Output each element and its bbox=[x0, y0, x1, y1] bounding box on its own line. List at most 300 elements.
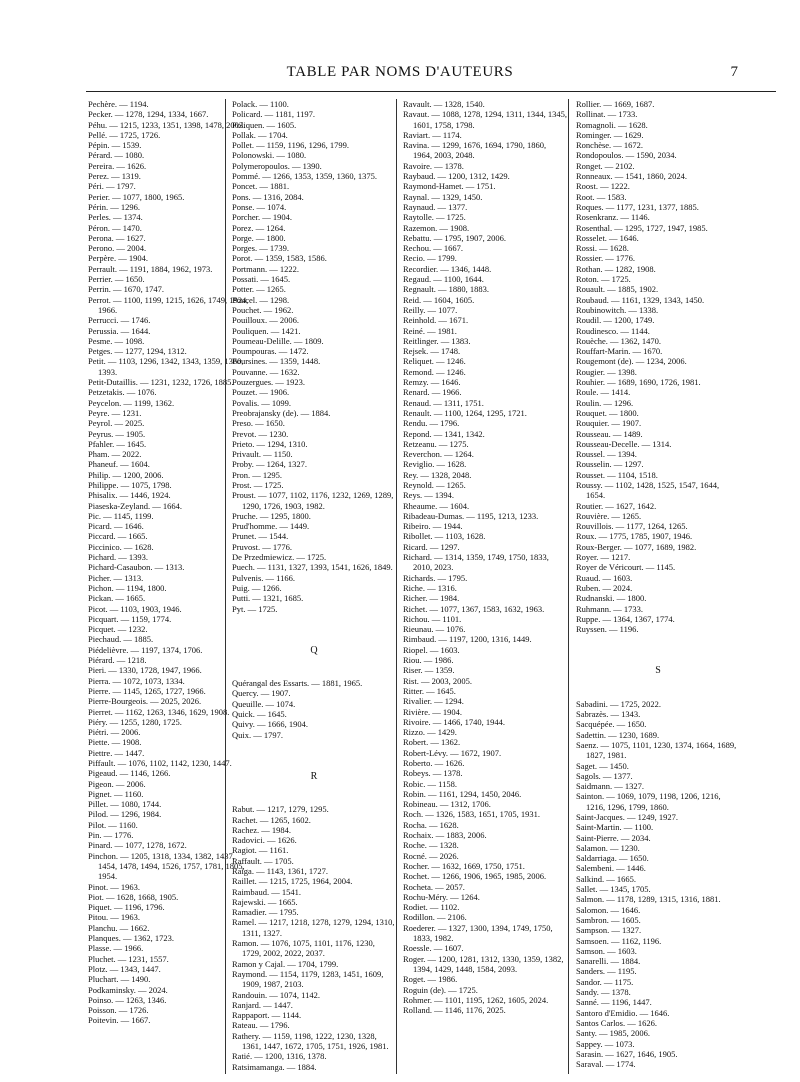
index-entry: Ruyssen. — 1196. bbox=[576, 624, 639, 635]
index-entry: Rossi. — 1628. bbox=[576, 243, 629, 254]
index-entry: Rollinat. — 1733. bbox=[576, 109, 638, 120]
index-entry: Rougemont (de). — 1234, 2006. bbox=[576, 356, 687, 367]
index-entry: Richou. — 1101. bbox=[403, 613, 462, 624]
page-title: TABLE PAR NOMS D'AUTEURS bbox=[286, 64, 514, 80]
index-entry: Piccinico. — 1628. bbox=[88, 541, 154, 552]
index-entry: Rochaix. — 1883, 2006. bbox=[403, 830, 487, 841]
index-entry: Perrin. — 1670, 1747. bbox=[88, 284, 165, 295]
index-entry: Rheaume. — 1604. bbox=[403, 500, 470, 511]
index-entry: Richard. — 1314, 1359, 1749, 1750, 1833, 2010, 2023. bbox=[403, 552, 549, 573]
index-entry: Petit. — 1103, 1296, 1342, 1343, 1359, 1360, 1393. bbox=[88, 356, 244, 377]
index-entry: Pruche. — 1295, 1800. bbox=[232, 510, 311, 521]
index-entry: Ruben. — 2024. bbox=[576, 582, 633, 593]
index-entry: Sandor. — 1175. bbox=[576, 976, 634, 987]
index-entry: Saenz. — 1075, 1101, 1230, 1374, 1664, 1689, 1827, 1981. bbox=[576, 739, 737, 761]
index-entry: Sabrazès. — 1343. bbox=[576, 709, 641, 720]
index-entry: Ragiot. — 1161. bbox=[232, 845, 289, 856]
index-entry: Rochu-Méry. — 1264. bbox=[403, 891, 480, 902]
index-entry: Ribeiro. — 1944. bbox=[403, 521, 463, 532]
index-entry: Ronneaux. — 1541, 1860, 2024. bbox=[576, 171, 687, 182]
index-entry: Reviglio. — 1628. bbox=[403, 459, 467, 470]
column-divider bbox=[396, 99, 397, 1074]
index-entry: Pyt. — 1725. bbox=[232, 603, 278, 614]
index-entry: Randouin. — 1074, 1142. bbox=[232, 989, 320, 1000]
index-entry: Roques. — 1177, 1231, 1377, 1885. bbox=[576, 201, 699, 212]
index-entry: Rechou. — 1667. bbox=[403, 243, 463, 254]
index-entry: Pluchet. — 1231, 1557. bbox=[88, 953, 169, 964]
index-entry: Porez. — 1264. bbox=[232, 222, 286, 233]
index-entry: Rousseau. — 1489. bbox=[576, 428, 643, 439]
index-entry: Poliquen. — 1605. bbox=[232, 119, 297, 130]
index-entry: Pron. — 1295. bbox=[232, 469, 283, 480]
index-entry: Pluchart. — 1490. bbox=[88, 974, 151, 985]
index-entry: Polymeropoulos. — 1390. bbox=[232, 160, 322, 171]
index-entry: Riopel. — 1603. bbox=[403, 644, 460, 655]
index-entry: Rouquet. — 1800. bbox=[576, 407, 639, 418]
index-entry: Pechère. — 1194. bbox=[88, 99, 149, 109]
index-entry: Roubaud. — 1161, 1329, 1343, 1450. bbox=[576, 294, 705, 305]
index-entry: Pichard-Casaubon. — 1313. bbox=[88, 562, 185, 573]
index-entry: Porot. — 1359, 1583, 1586. bbox=[232, 253, 327, 264]
index-entry: Salkind. — 1665. bbox=[576, 873, 636, 884]
index-entry: Perussia. — 1644. bbox=[88, 325, 151, 336]
index-entry: Rousselin. — 1297. bbox=[576, 459, 644, 470]
index-entry: Rocheta. — 2057. bbox=[403, 881, 465, 892]
index-entry: Salembeni. — 1446. bbox=[576, 863, 646, 874]
index-entry: Proby. — 1264, 1327. bbox=[232, 459, 308, 470]
index-entry: Santoro d'Emidio. — 1646. bbox=[576, 1007, 670, 1018]
index-entry: Pecker. — 1278, 1294, 1334, 1667. bbox=[88, 109, 209, 120]
index-entry: Rossier. — 1776. bbox=[576, 253, 636, 264]
index-entry: Riser. — 1359. bbox=[403, 665, 455, 676]
index-entry: Pignet. — 1160. bbox=[88, 788, 144, 799]
index-entry: Prost. — 1725. bbox=[232, 479, 284, 490]
index-entry: Rendu. — 1796. bbox=[403, 418, 460, 429]
index-entry: Pinard. — 1077, 1278, 1672. bbox=[88, 840, 187, 851]
index-entry: Pic. — 1145, 1199. bbox=[88, 510, 154, 521]
index-entry: Raynal. — 1329, 1450. bbox=[403, 191, 483, 202]
index-entry: Pierre-Bourgeois. — 2025, 2026. bbox=[88, 696, 202, 707]
index-entry: Poumpouras. — 1472. bbox=[232, 346, 309, 357]
index-entry: Rivoire. — 1466, 1740, 1944. bbox=[403, 716, 505, 727]
index-entry: Pépin. — 1539. bbox=[88, 140, 142, 151]
index-entry: Prevot. — 1230. bbox=[232, 428, 289, 439]
index-entry: Sallet. — 1345, 1705. bbox=[576, 884, 651, 895]
index-entry: Ritter. — 1645. bbox=[403, 685, 456, 696]
index-entry: Recio. — 1799. bbox=[403, 253, 457, 264]
index-entry: Robin. — 1161, 1294, 1450, 2046. bbox=[403, 788, 522, 799]
index-entry: Ramon. — 1076, 1075, 1101, 1176, 1230, 1729, 2002, 2022, 2037. bbox=[232, 938, 375, 959]
index-entry: Sarasin. — 1627, 1646, 1905. bbox=[576, 1048, 678, 1059]
index-entry: Piaseska-Zeyland. — 1664. bbox=[88, 500, 182, 511]
index-entry: Pulvenis. — 1166. bbox=[232, 572, 295, 583]
index-entry: Péri. — 1797. bbox=[88, 181, 136, 192]
index-entry: Pham. — 2022. bbox=[88, 449, 142, 460]
index-entry: Rappaport. — 1144. bbox=[232, 1010, 302, 1021]
index-entry: Rachez. — 1984. bbox=[232, 824, 292, 835]
index-entry: Ruaud. — 1603. bbox=[576, 572, 633, 583]
index-entry: Saget. — 1450. bbox=[576, 760, 629, 771]
index-entry: Sainton. — 1069, 1079, 1198, 1206, 1216, 1216, 1296, 1799, 1860. bbox=[576, 791, 721, 812]
index-entry: Petit-Dutaillis. — 1231, 1232, 1726, 1885. bbox=[88, 377, 234, 388]
index-entry: Renault. — 1100, 1264, 1295, 1721. bbox=[403, 407, 527, 418]
index-entry: Philippe. — 1075, 1798. bbox=[88, 479, 172, 490]
index-entry: Rajewski. — 1665. bbox=[232, 896, 298, 907]
index-entry: Rateau. — 1796. bbox=[232, 1020, 290, 1031]
index-entry: Rathery. — 1159, 1198, 1222, 1230, 1328, 1361, 1447, 1672, 1705, 1751, 1926, 1981. bbox=[232, 1030, 389, 1052]
index-entry: Roux-Berger. — 1077, 1689, 1982. bbox=[576, 541, 697, 552]
index-entry: Saraval. — 1774. bbox=[576, 1059, 636, 1070]
index-entry: Rocné. — 2026. bbox=[403, 850, 459, 861]
index-entry: Puech. — 1131, 1327, 1393, 1541, 1626, 1849. bbox=[232, 562, 393, 573]
index-entry: Poumeau-Delille. — 1809. bbox=[232, 335, 324, 346]
index-entry: Rosselet. — 1646. bbox=[576, 232, 639, 243]
index-entry: Perrault. — 1191, 1884, 1962, 1973. bbox=[88, 263, 213, 274]
index-entry: Rocha. — 1628. bbox=[403, 819, 459, 830]
index-entry: Rouvillois. — 1177, 1264, 1265. bbox=[576, 521, 688, 532]
index-entry: Ramadier. — 1795. bbox=[232, 907, 299, 918]
index-entry: Portmann. — 1222. bbox=[232, 263, 300, 274]
index-entry: Preobrajansky (de). — 1884. bbox=[232, 407, 331, 418]
index-entry: Roulin. — 1296. bbox=[576, 397, 634, 408]
index-entry: Ribollet. — 1103, 1628. bbox=[403, 531, 486, 542]
index-entry: Rouffart-Marin. — 1670. bbox=[576, 346, 663, 357]
index-entry: Rodiet. — 1102. bbox=[403, 902, 460, 913]
index-entry: Sabadini. — 1725, 2022. bbox=[576, 698, 661, 709]
index-entry: Ravoire. — 1378. bbox=[403, 160, 464, 171]
index-entry: Roubinowitch. — 1338. bbox=[576, 304, 659, 315]
index-entry: Roux. — 1775, 1785, 1907, 1946. bbox=[576, 531, 693, 542]
index-entry: Plasse. — 1966. bbox=[88, 943, 144, 954]
index-entry: Péron. — 1470. bbox=[88, 222, 142, 233]
index-entry: Piquet. — 1196, 1796. bbox=[88, 902, 165, 913]
index-entry: Perrucci. — 1746. bbox=[88, 315, 151, 326]
index-entry: Pesme. — 1098. bbox=[88, 335, 145, 346]
index-entry: Santos Carlos. — 1626. bbox=[576, 1017, 657, 1028]
index-entry: Quix. — 1797. bbox=[232, 729, 283, 740]
index-entry: Roessle. — 1607. bbox=[403, 943, 464, 954]
index-entry: Rachet. — 1265, 1602. bbox=[232, 814, 311, 825]
index-entry: Poitevin. — 1667. bbox=[88, 1015, 151, 1026]
index-entry: Renard. — 1966. bbox=[403, 387, 462, 398]
index-entry: Pigeaud. — 1146, 1266. bbox=[88, 768, 171, 779]
index-entry: Quick. — 1645. bbox=[232, 709, 287, 720]
index-column-4 bbox=[576, 99, 740, 1074]
index-entry: Puig. — 1266. bbox=[232, 582, 282, 593]
index-entry: Samson. — 1603. bbox=[576, 945, 637, 956]
index-entry: Pons. — 1316, 2084. bbox=[232, 191, 304, 202]
index-entry: Perier. — 1077, 1800, 1965. bbox=[88, 191, 185, 202]
index-entry: Robineau. — 1312, 1706. bbox=[403, 799, 491, 810]
section-letter: R bbox=[310, 770, 318, 782]
index-columns bbox=[88, 99, 778, 1074]
index-entry: Romagnoli. — 1628. bbox=[576, 119, 648, 130]
index-entry: Poinso. — 1263, 1346. bbox=[88, 994, 167, 1005]
index-entry: Raymond-Hamet. — 1751. bbox=[403, 181, 496, 192]
index-entry: Reid. — 1604, 1605. bbox=[403, 294, 475, 305]
index-entry: Pouchet. — 1962. bbox=[232, 304, 294, 315]
index-entry: Ronget. — 2102. bbox=[576, 160, 635, 171]
index-entry: Saidmann. — 1327. bbox=[576, 781, 644, 792]
section-letter: Q bbox=[310, 644, 318, 656]
index-entry: Polonowski. — 1080. bbox=[232, 150, 307, 161]
index-entry: Perez. — 1319. bbox=[88, 171, 141, 182]
index-entry: Routier. — 1627, 1642. bbox=[576, 500, 657, 511]
column-divider bbox=[568, 99, 569, 1074]
index-entry: Perpère. — 1904. bbox=[88, 253, 148, 264]
index-entry: Sandy. — 1378. bbox=[576, 987, 631, 998]
index-entry: De Przedmiewicz. — 1725. bbox=[232, 552, 327, 563]
index-entry: Pérard. — 1080. bbox=[88, 150, 145, 161]
index-entry: Sadettin. — 1230, 1689. bbox=[576, 729, 660, 740]
index-entry: Prieto. — 1294, 1310. bbox=[232, 438, 308, 449]
index-entry: Pouvanne. — 1632. bbox=[232, 366, 300, 377]
index-entry: Pieri. — 1330, 1728, 1947, 1966. bbox=[88, 665, 202, 676]
index-entry: Petges. — 1277, 1294, 1312. bbox=[88, 346, 187, 357]
index-entry: Peyrol. — 2025. bbox=[88, 418, 145, 429]
index-entry: Radovici. — 1626. bbox=[232, 835, 297, 846]
index-entry: Privault. — 1150. bbox=[232, 449, 293, 460]
index-entry: Roch. — 1326, 1583, 1651, 1705, 1931. bbox=[403, 809, 540, 820]
index-entry: Rabut. — 1217, 1279, 1295. bbox=[232, 804, 329, 815]
index-entry: Quérangal des Essarts. — 1881, 1965. bbox=[232, 678, 363, 689]
index-entry: Rey. — 1328, 2048. bbox=[403, 469, 472, 480]
index-entry: Piccard. — 1665. bbox=[88, 531, 148, 542]
index-entry: Planchu. — 1662. bbox=[88, 922, 150, 933]
index-entry: Piétri. — 2006. bbox=[88, 727, 141, 738]
index-entry: Porges. — 1739. bbox=[232, 243, 289, 254]
index-entry: Rouèche. — 1362, 1470. bbox=[576, 335, 661, 346]
index-entry: Robeys. — 1378. bbox=[403, 768, 463, 779]
index-entry: Putti. — 1321, 1685. bbox=[232, 593, 304, 604]
index-entry: Reliquet. — 1246. bbox=[403, 356, 466, 367]
index-entry: Remzy. — 1646. bbox=[403, 377, 461, 388]
index-entry: Roche. — 1328. bbox=[403, 840, 459, 851]
index-entry: Sambron. — 1605. bbox=[576, 914, 641, 925]
index-entry: Pouzet. — 1906. bbox=[232, 387, 290, 398]
index-entry: Prud'homme. — 1449. bbox=[232, 521, 310, 532]
index-entry: Ravault. — 1328, 1540. bbox=[403, 99, 485, 109]
index-entry: Rothan. — 1282, 1908. bbox=[576, 263, 656, 274]
index-entry: Preso. — 1650. bbox=[232, 418, 285, 429]
index-entry: Perrot. — 1100, 1199, 1215, 1626, 1749, 1924, 1966. bbox=[88, 294, 249, 315]
index-entry: Reynold. — 1265. bbox=[403, 479, 466, 490]
index-entry: Piéry. — 1255, 1280, 1725. bbox=[88, 716, 182, 727]
index-entry: Regaud. — 1100, 1644. bbox=[403, 274, 484, 285]
index-entry: Possati. — 1645. bbox=[232, 274, 291, 285]
index-entry: Picard. — 1646. bbox=[88, 521, 144, 532]
index-entry: Rohmer. — 1101, 1195, 1262, 1605, 2024. bbox=[403, 994, 549, 1005]
index-entry: Périn. — 1296. bbox=[88, 201, 140, 212]
index-entry: Quivy. — 1666, 1904. bbox=[232, 719, 308, 730]
index-entry: Raillet. — 1215, 1725, 1964, 2004. bbox=[232, 876, 353, 887]
index-entry: Ravina. — 1299, 1676, 1694, 1790, 1860, 1964, 2003, 2048. bbox=[403, 140, 547, 161]
index-entry: Robert-Lévy. — 1672, 1907. bbox=[403, 747, 502, 758]
index-entry: Roton. — 1725. bbox=[576, 274, 631, 285]
index-entry: Rebattu. — 1795, 1907, 2006. bbox=[403, 232, 506, 243]
index-entry: Podkaminsky. — 2024. bbox=[88, 984, 168, 995]
index-entry: Saldarriaga. — 1650. bbox=[576, 853, 649, 864]
index-entry: Ratié. — 1200, 1316, 1378. bbox=[232, 1051, 327, 1062]
index-entry: Ruppe. — 1364, 1367, 1774. bbox=[576, 613, 675, 624]
index-entry: Pickan. — 1665. bbox=[88, 593, 146, 604]
index-entry: Reilly. — 1077. bbox=[403, 304, 458, 315]
index-entry: Poncet. — 1881. bbox=[232, 181, 290, 192]
index-entry: Picquart. — 1159, 1774. bbox=[88, 613, 172, 624]
index-entry: Riche. — 1316. bbox=[403, 582, 457, 593]
index-entry: Queuille. — 1074. bbox=[232, 698, 296, 709]
index-entry: Rist. — 2003, 2005. bbox=[403, 675, 472, 686]
index-entry: Pfahler. — 1645. bbox=[88, 438, 147, 449]
index-entry: Roudil. — 1200, 1749. bbox=[576, 315, 655, 326]
page-header bbox=[0, 62, 800, 86]
index-entry: Razemon. — 1908. bbox=[403, 222, 470, 233]
index-entry: Rollier. — 1669, 1687. bbox=[576, 99, 655, 109]
index-entry: Roule. — 1414. bbox=[576, 387, 631, 398]
index-entry: Ramon y Cajal. — 1704, 1799. bbox=[232, 958, 339, 969]
index-entry: Prunet. — 1544. bbox=[232, 531, 289, 542]
index-entry: Ribadeau-Dumas. — 1195, 1213, 1233. bbox=[403, 510, 539, 521]
index-entry: Ravaut. — 1088, 1278, 1294, 1311, 1344, 1345, 1601, 1758, 1798. bbox=[403, 109, 567, 130]
index-entry: Salamon. — 1230. bbox=[576, 842, 640, 853]
index-entry: Potter. — 1265. bbox=[232, 284, 286, 295]
index-entry: Rouault. — 1885, 1902. bbox=[576, 284, 659, 295]
index-entry: Pichon. — 1194, 1800. bbox=[88, 582, 167, 593]
index-entry: Ronchèse. — 1672. bbox=[576, 140, 644, 151]
index-entry: Porcher. — 1904. bbox=[232, 212, 292, 223]
index-entry: Richards. — 1795. bbox=[403, 572, 468, 583]
index-entry: Pommé. — 1266, 1353, 1359, 1360, 1375. bbox=[232, 171, 377, 182]
index-entry: Rocher. — 1632, 1669, 1750, 1751. bbox=[403, 860, 525, 871]
index-entry: Raymond. — 1154, 1179, 1283, 1451, 1609, 1909, 1987, 2103. bbox=[232, 968, 384, 990]
index-entry: Poisson. — 1726. bbox=[88, 1005, 149, 1016]
index-entry: Royer de Véricourt. — 1145. bbox=[576, 562, 676, 573]
index-entry: Pollet. — 1159, 1196, 1296, 1799. bbox=[232, 140, 349, 151]
index-entry: Pilot. — 1160. bbox=[88, 819, 138, 830]
index-entry: Perona. — 1627. bbox=[88, 232, 146, 243]
index-entry: Roget. — 1986. bbox=[403, 974, 458, 985]
index-entry: Peycelon. — 1199, 1362. bbox=[88, 397, 175, 408]
index-entry: Pichard. — 1393. bbox=[88, 552, 148, 563]
index-entry: Pollak. — 1704. bbox=[232, 129, 288, 140]
index-column-3 bbox=[403, 99, 567, 1074]
index-entry: Piérard. — 1218. bbox=[88, 655, 147, 666]
header-rule bbox=[86, 91, 776, 92]
index-entry: Pierre. — 1145, 1265, 1727, 1966. bbox=[88, 685, 206, 696]
index-entry: Robic. — 1158. bbox=[403, 778, 457, 789]
index-entry: Poursines. — 1359, 1448. bbox=[232, 356, 321, 367]
index-entry: Picot. — 1103, 1903, 1946. bbox=[88, 603, 182, 614]
index-entry: Ramel. — 1217, 1218, 1278, 1279, 1294, 1310, 1311, 1327. bbox=[232, 917, 395, 938]
index-entry: Raybaud. — 1200, 1312, 1429. bbox=[403, 171, 510, 182]
index-entry: Ruhmann. — 1733. bbox=[576, 603, 644, 614]
section-letter: S bbox=[655, 665, 661, 677]
index-entry: Reitlinger. — 1383. bbox=[403, 335, 471, 346]
index-entry: Perono. — 2004. bbox=[88, 243, 147, 254]
index-entry: Pellé. — 1725, 1726. bbox=[88, 129, 161, 140]
index-entry: Picquet. — 1232. bbox=[88, 624, 148, 635]
index-entry: Sanders. — 1195. bbox=[576, 966, 637, 977]
index-entry: Raiga. — 1143, 1361, 1727. bbox=[232, 866, 329, 876]
index-entry: Petzetakis. — 1076. bbox=[88, 387, 157, 398]
index-entry: Rivière. — 1904. bbox=[403, 706, 463, 717]
index-entry: Roberto. — 1626. bbox=[403, 758, 465, 768]
index-entry: Sampson. — 1327. bbox=[576, 925, 642, 936]
index-entry: Rieunau. — 1076. bbox=[403, 624, 466, 635]
index-entry: Sappey. — 1073. bbox=[576, 1038, 635, 1049]
index-entry: Pinchon. — 1205, 1318, 1334, 1382, 1437, 1454, 1478, 1494, 1526, 1757, 1781, 1805, 1954. bbox=[88, 850, 245, 882]
index-entry: Reiné. — 1981. bbox=[403, 325, 457, 336]
index-entry: Phisalix. — 1446, 1924. bbox=[88, 490, 171, 501]
index-entry: Rodillon. — 2106. bbox=[403, 912, 467, 923]
index-entry: Renaud. — 1311, 1751. bbox=[403, 397, 484, 408]
index-entry: Perrier. — 1650. bbox=[88, 274, 145, 285]
index-entry: Piédelièvre. — 1197, 1374, 1706. bbox=[88, 644, 203, 655]
index-entry: Saint-Pierre. — 2034. bbox=[576, 832, 651, 843]
index-entry: Peyre. — 1231. bbox=[88, 407, 142, 418]
index-entry: Raimbaud. — 1541. bbox=[232, 886, 301, 897]
index-entry: Ratsimamanga. — 1884. bbox=[232, 1061, 317, 1072]
index-entry: Perles. — 1374. bbox=[88, 212, 143, 223]
index-entry: Riou. — 1986. bbox=[403, 655, 454, 666]
index-entry: Roost. — 1222. bbox=[576, 181, 630, 192]
index-entry: Ricard. — 1297. bbox=[403, 541, 460, 552]
index-entry: Polack. — 1100. bbox=[232, 99, 289, 109]
index-entry: Sacquépée. — 1650. bbox=[576, 719, 647, 730]
index-entry: Roger. — 1200, 1281, 1312, 1330, 1359, 1382, 1394, 1429, 1448, 1584, 2093. bbox=[403, 953, 564, 974]
index-entry: Pigeon. — 2006. bbox=[88, 778, 146, 789]
index-entry: Rosenkranz. — 1146. bbox=[576, 212, 650, 223]
index-entry: Pierra. — 1072, 1073, 1334. bbox=[88, 675, 185, 686]
index-entry: Pouilloux. — 2006. bbox=[232, 315, 300, 326]
index-entry: Piettre. — 1447. bbox=[88, 747, 145, 758]
index-entry: Pinot. — 1963. bbox=[88, 881, 140, 892]
index-entry: Pin. — 1776. bbox=[88, 830, 134, 841]
index-entry: Pilod. — 1296, 1984. bbox=[88, 809, 162, 820]
index-entry: Proust. — 1077, 1102, 1176, 1232, 1269, 1289, 1290, 1726, 1903, 1982. bbox=[232, 490, 394, 511]
index-entry: Repond. — 1341, 1342. bbox=[403, 428, 485, 439]
index-entry: Sanarelli. — 1884. bbox=[576, 956, 641, 967]
index-entry: Povalis. — 1099. bbox=[232, 397, 292, 408]
index-entry: Rouhier. — 1689, 1690, 1726, 1981. bbox=[576, 377, 701, 388]
index-entry: Pouliquen. — 1421. bbox=[232, 325, 301, 336]
index-entry: Rosenthal. — 1295, 1727, 1947, 1985. bbox=[576, 222, 708, 233]
index-entry: Porge. — 1800. bbox=[232, 232, 286, 243]
index-entry: Pitou. — 1963. bbox=[88, 912, 140, 923]
index-entry: Rudnanski. — 1800. bbox=[576, 593, 647, 604]
index-entry: Rousseau-Decelle. — 1314. bbox=[576, 438, 672, 449]
index-entry: Pillet. — 1080, 1744. bbox=[88, 799, 162, 810]
index-entry: Philip. — 1200, 2006. bbox=[88, 469, 164, 480]
index-entry: Rizzo. — 1429. bbox=[403, 727, 457, 738]
index-entry: Rominger. — 1629. bbox=[576, 129, 644, 140]
index-entry: Ranjard. — 1447. bbox=[232, 999, 293, 1010]
index-entry: Sanné. — 1196, 1447. bbox=[576, 997, 652, 1008]
index-entry: Roussy. — 1102, 1428, 1525, 1547, 1644, 1654. bbox=[576, 479, 720, 501]
index-entry: Saint-Martin. — 1100. bbox=[576, 822, 654, 833]
index-entry: Poucel. — 1298. bbox=[232, 294, 290, 305]
index-entry: Roussel. — 1394. bbox=[576, 449, 637, 460]
index-entry: Pierret. — 1162, 1263, 1346, 1629, 1908. bbox=[88, 706, 230, 717]
index-entry: Piot. — 1628, 1668, 1905. bbox=[88, 891, 179, 902]
index-column-2 bbox=[232, 99, 396, 1074]
index-entry: Roederer. — 1327, 1300, 1394, 1749, 1750, 1833, 1982. bbox=[403, 922, 553, 944]
index-entry: Rivalier. — 1294. bbox=[403, 696, 464, 707]
index-entry: Picher. — 1313. bbox=[88, 572, 144, 583]
index-entry: Reverchon. — 1264. bbox=[403, 449, 474, 460]
index-entry: Pruvost. — 1776. bbox=[232, 541, 292, 552]
index-entry: Remond. — 1246. bbox=[403, 366, 466, 377]
